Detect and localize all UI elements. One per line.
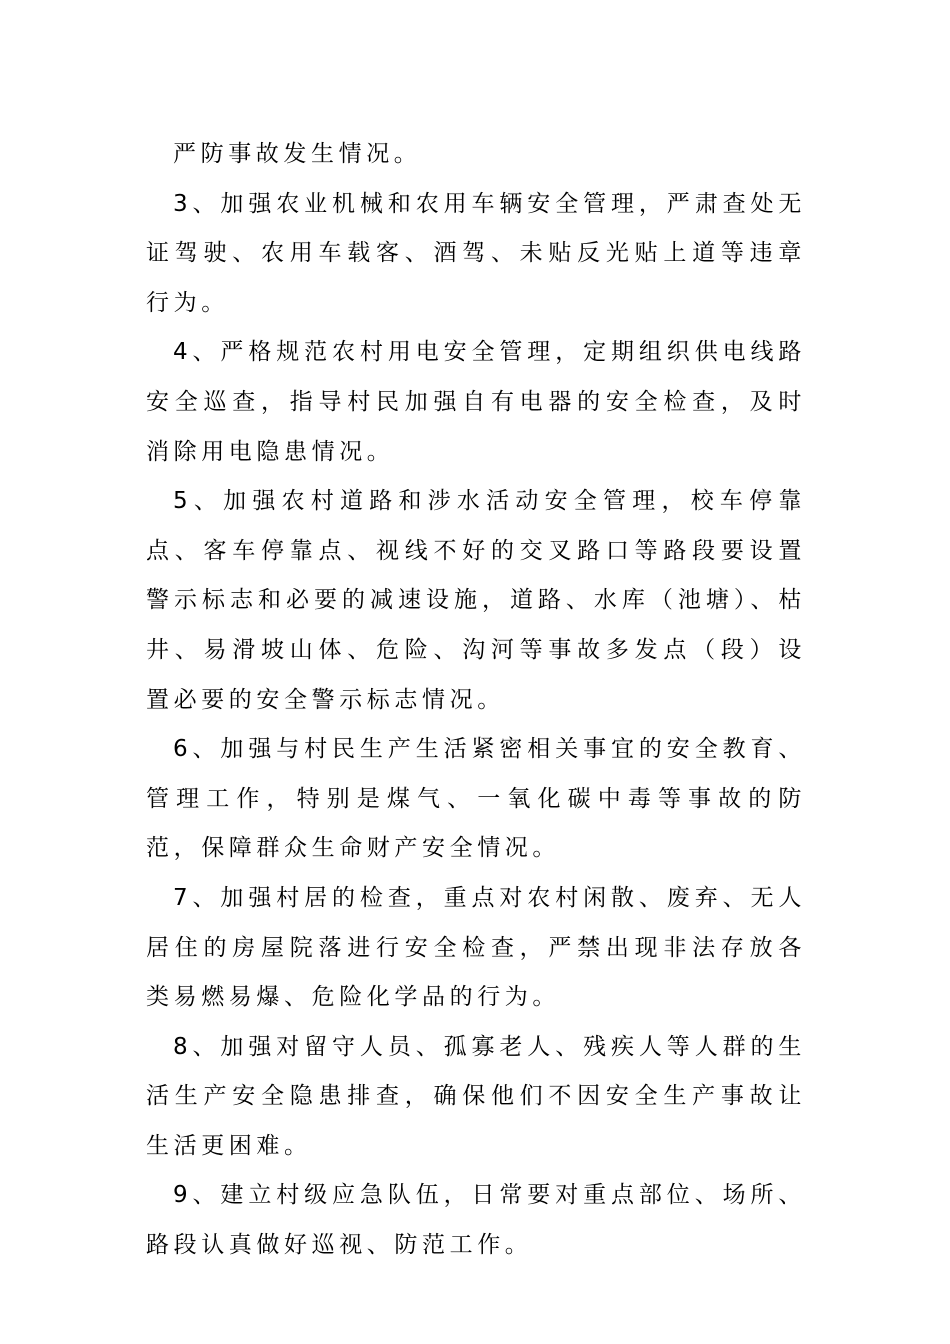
paragraph-item-3: 3、加强农业机械和农用车辆安全管理，严肃查处无证驾驶、农用车载客、酒驾、未贴反光贴上道等违章行为。 — [146, 190, 806, 316]
paragraph-continuation: 严防事故发生情况。 — [173, 141, 422, 167]
paragraph-item-4: 4、严格规范农村用电安全管理，定期组织供电线路安全巡查，指导村民加强自有电器的安全检查，及时消除用电隐患情况。 — [146, 339, 806, 465]
paragraph-item-8: 8、加强对留守人员、孤寡老人、残疾人等人群的生活生产安全隐患排查，确保他们不因安全生产事故让生活更困难。 — [146, 1033, 806, 1159]
paragraph-item-5: 5、加强农村道路和涉水活动安全管理，校车停靠点、客车停靠点、视线不好的交叉路口等路段要设置警示标志和必要的减速设施，道路、水库（池塘）、枯井、易滑坡山体、危险、沟河等事故多发点（段）设置必要的安全警示标志情况。 — [146, 488, 806, 713]
document-body — [146, 130, 806, 1271]
paragraph-item-7: 7、加强村居的检查，重点对农村闲散、废弃、无人居住的房屋院落进行安全检查，严禁出现非法存放各类易燃易爆、危险化学品的行为。 — [146, 884, 806, 1011]
paragraph-item-6: 6、加强与村民生产生活紧密相关事宜的安全教育、管理工作，特别是煤气、一氧化碳中毒等事故的防范，保障群众生命财产安全情况。 — [146, 736, 806, 862]
paragraph-item-9: 9、建立村级应急队伍，日常要对重点部位、场所、路段认真做好巡视、防范工作。 — [146, 1182, 806, 1259]
